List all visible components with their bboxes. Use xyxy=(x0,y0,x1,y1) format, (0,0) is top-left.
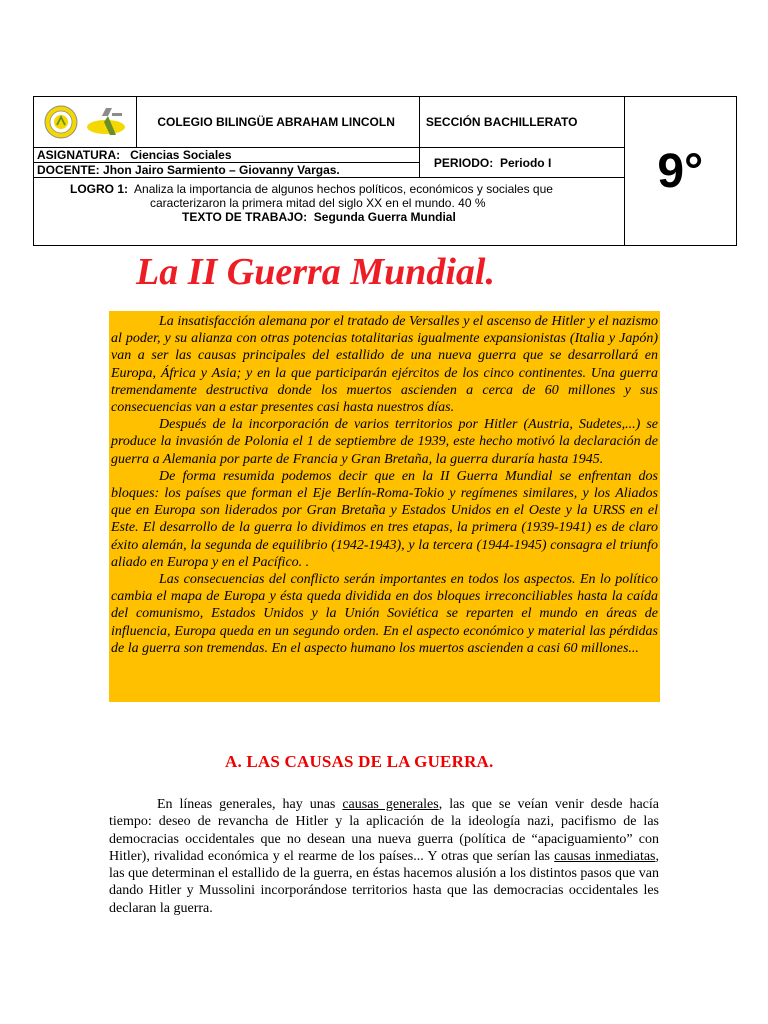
logro-cell xyxy=(34,178,625,246)
header-table xyxy=(33,96,737,246)
logro-line-2: caracterizaron la primera mitad del siglo XX en el mundo. 40 % xyxy=(150,196,486,210)
subject-value: Ciencias Sociales xyxy=(130,148,232,162)
causes-text-2: , las que se veían venir desde hacía tiempo: deseo de revancha de Hitler y la aplicación de la ideología nazi, pacifismo de las democracias occidentales que no desean una nueva guerra (política de “apaciguamiento” con Hitler), rivalidad económica y el rearme de los países... Y otras que serían las xyxy=(109,797,659,864)
subject-line xyxy=(34,148,419,163)
period-cell xyxy=(419,148,624,178)
subject-label: ASIGNATURA: xyxy=(37,148,121,162)
school-a-logo-icon xyxy=(86,105,126,139)
intro-paragraph: Después de la incorporación de varios territorios por Hitler (Austria, Sudetes,...) se produce la invasión de Polonia el 1 de septiembre de 1939, este hecho motivó la declaración de guerra a Alemania por parte de Francia y Gran Bretaña, la guerra duraría hasta 1945. xyxy=(111,417,658,467)
grade-label: 9° xyxy=(624,97,736,246)
intro-paragraph: La insatisfacción alemana por el tratado de Versalles y el ascenso de Hitler y el nazismo al poder, y su alianza con otras potencias totalitarias igualmente expansionistas (Italia y Japón) van a ser las causas principales del estallido de una nueva guerra que se desarrollará en Europa, África y Asia; y en la que participarán ejércitos de los cinco continentes. Una guerra tremendamente destructiva donde los muertos ascienden a cerca de 60 millones y sus consecuencias van a estar presentes casi hasta nuestros días. xyxy=(111,314,658,416)
logro-text-1: Analiza la importancia de algunos hechos políticos, económicos y sociales que xyxy=(134,182,553,196)
school-logos xyxy=(34,97,135,147)
work-value: Segunda Guerra Mundial xyxy=(313,210,456,224)
logo-cell xyxy=(34,97,137,148)
teacher-label: DOCENTE: xyxy=(37,163,100,177)
intro-highlight-box xyxy=(109,311,660,702)
period-value: Periodo I xyxy=(499,155,552,170)
school-seal-icon xyxy=(44,105,78,139)
intro-paragraph: Las consecuencias del conflicto serán importantes en todos los aspectos. En lo político cambia el mapa de Europa y ésta queda dividida en dos bloques irreconciliables hasta la caída del comunismo, Estados Unidos y la Unión Soviética se reparten el mundo en áreas de influencia, Europa queda en un segundo orden. En el aspecto económico y material las pérdidas de la guerra son tremendas. En el aspecto humano los muertos ascienden a casi 60 millones... xyxy=(111,572,658,656)
intro-paragraph: De forma resumida podemos decir que en la II Guerra Mundial se enfrentan dos bloques: los países que forman el Eje Berlín-Roma-Tokio y regímenes similares, y los Aliados que en Europa son liderados por Gran Bretaña y Estados Unidos en el Oeste y la URSS en el Este. El desarrollo de la guerra lo dividimos en tres etapas, la primera (1939-1941) es de claro éxito alemán, la segunda de equilibrio (1942-1943), y la tercera (1944-1945) consagra el triunfo aliado en Europa y en el Pacífico. . xyxy=(111,468,658,570)
page-title: La II Guerra Mundial. xyxy=(136,251,495,293)
section-name: SECCIÓN BACHILLERATO xyxy=(419,97,624,148)
work-label: TEXTO DE TRABAJO: xyxy=(182,210,308,224)
teacher-value: Jhon Jairo Sarmiento – Giovanny Vargas. xyxy=(103,163,340,177)
causes-paragraph xyxy=(109,796,659,917)
causes-inmediatas-term: causas inmediatas xyxy=(554,848,656,864)
causes-generales-term: causas generales xyxy=(342,797,439,812)
causes-text-1: En líneas generales, hay unas xyxy=(157,797,343,812)
period-label: PERIODO: xyxy=(433,155,494,170)
subject-teacher-cell xyxy=(34,148,420,178)
logro-line-1 xyxy=(34,182,624,196)
section-heading-causes: A. LAS CAUSAS DE LA GUERRA. xyxy=(225,752,494,771)
school-name: COLEGIO BILINGÜE ABRAHAM LINCOLN xyxy=(137,97,420,148)
work-text-line xyxy=(34,210,624,224)
logro-label: LOGRO 1: xyxy=(70,182,129,196)
causes-text-3: , las que determinan el estallido de la guerra, en éstas hacemos alusión a los distintos pasos que van dando Hitler y Mussolini incorporándose territorios hasta que las democracias occidentales les declaran la guerra. xyxy=(109,848,660,916)
teacher-line xyxy=(34,163,419,177)
